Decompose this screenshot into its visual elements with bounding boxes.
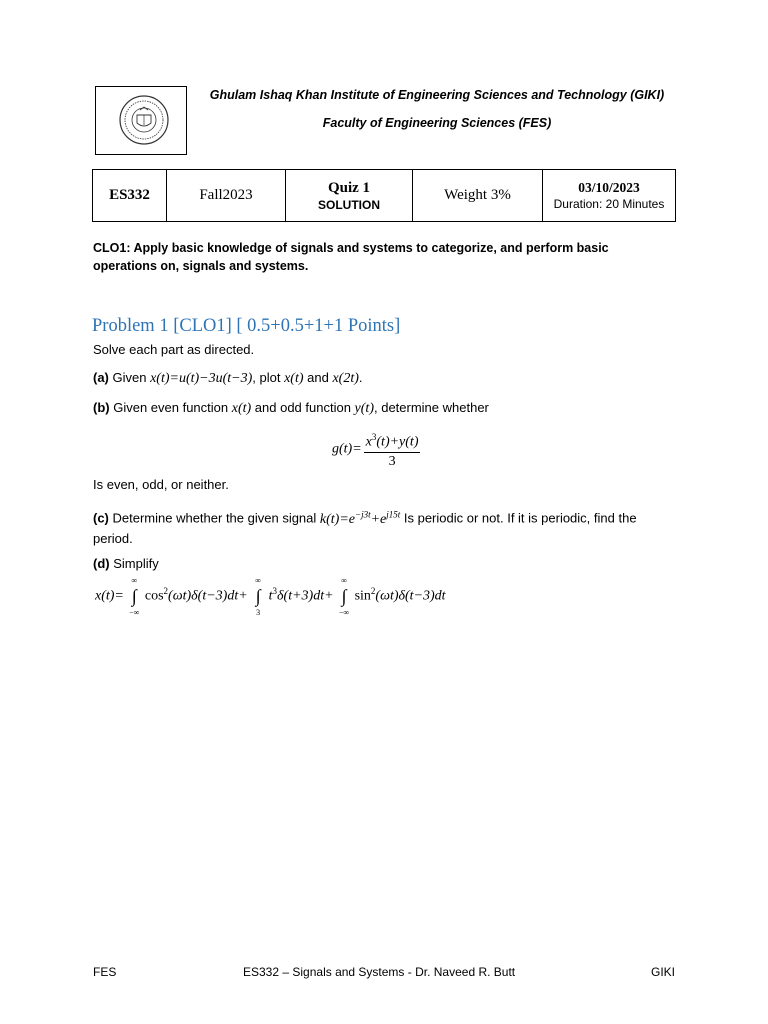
- term-1-exponent: 2: [163, 586, 169, 596]
- course-code: ES332: [109, 187, 150, 203]
- part-a-text: Given: [108, 370, 151, 385]
- integral-2-upper: ∞: [255, 576, 261, 586]
- problem-heading: Problem 1 [CLO1] [ 0.5+0.5+1+1 Points]: [92, 316, 401, 336]
- quiz-title: Quiz 1: [327, 179, 371, 196]
- footer-right: GIKI: [651, 965, 676, 979]
- part-c-text-2: Is periodic or not. If it is periodic, find the period.: [93, 510, 637, 546]
- quiz-info-table: [92, 169, 676, 222]
- k-exponent-2: j15t: [386, 509, 401, 519]
- term-1-func: cos: [141, 588, 164, 604]
- solution-label: SOLUTION: [318, 197, 380, 212]
- clo-statement: [93, 239, 673, 275]
- term-2-rest: δ(t+3)dt+: [277, 588, 334, 604]
- integral-1-lower: −∞: [129, 608, 140, 618]
- g-lhs: g(t)=: [332, 441, 362, 457]
- part-a-text-2: , plot: [252, 370, 285, 385]
- integral-1-upper: ∞: [131, 576, 138, 586]
- numerator-rest: (t)+y(t): [376, 434, 419, 450]
- k-base: k(t)=e: [319, 511, 355, 527]
- part-c-text: Determine whether the given signal: [108, 510, 320, 526]
- integral-1: [127, 576, 141, 618]
- part-a: [93, 368, 673, 388]
- integral-3-upper: ∞: [341, 576, 347, 586]
- part-b-question: Is even, odd, or neither.: [93, 477, 229, 492]
- fraction: [364, 428, 421, 471]
- part-b: [93, 398, 673, 418]
- clo-text: Apply basic knowledge of signals and systems to categorize, and perform basic operations on, signals and systems.: [93, 241, 609, 273]
- part-b-odd-function: y(t): [354, 401, 374, 416]
- institute-logo: [95, 86, 187, 155]
- quiz-date: 03/10/2023: [578, 179, 640, 195]
- part-c-label: (c): [93, 510, 109, 526]
- part-a-equation: x(t)=u(t)−3u(t−3): [150, 371, 253, 386]
- date-cell: [543, 170, 676, 222]
- quiz-cell: [286, 170, 413, 222]
- part-d-label: (d): [93, 556, 110, 571]
- term-3-rest: (ωt)δ(t−3)dt: [375, 588, 446, 604]
- term-2-func: t: [265, 588, 273, 604]
- weight-cell: [413, 170, 543, 222]
- term: Fall2023: [199, 187, 253, 203]
- part-c-signal: [319, 509, 401, 527]
- integral-3-lower: −∞: [338, 608, 350, 618]
- part-d: [93, 554, 673, 573]
- part-b-text: Given even function: [109, 400, 232, 415]
- term-cell: [167, 170, 286, 222]
- weight: Weight 3%: [444, 187, 511, 203]
- k-plus: +e: [370, 511, 387, 527]
- term-3-exponent: 2: [370, 586, 376, 596]
- integral-2-lower: 3: [256, 608, 261, 618]
- duration: Duration: 20 Minutes: [553, 196, 665, 211]
- part-b-even-function: x(t): [231, 401, 252, 416]
- clo-label: CLO1:: [93, 241, 131, 255]
- numerator-x: x: [365, 434, 372, 450]
- part-d-text: Simplify: [109, 556, 159, 571]
- integral-3: [337, 576, 351, 618]
- fraction-denominator: 3: [388, 453, 396, 469]
- footer-center: ES332 – Signals and Systems - Dr. Naveed R. Butt: [243, 965, 516, 979]
- part-d-equation: [95, 576, 446, 618]
- course-code-cell: [93, 170, 167, 222]
- footer-left: FES: [93, 965, 117, 979]
- numerator-exponent: 3: [371, 432, 377, 442]
- fraction-numerator: [364, 428, 421, 453]
- problem-instruction: Solve each part as directed.: [93, 342, 255, 357]
- part-c: [93, 505, 673, 548]
- term-2-exponent: 3: [272, 586, 278, 596]
- integral-1-sign: ∫: [131, 586, 137, 607]
- integral-2: [251, 576, 265, 618]
- part-a-signal-2: x(2t): [332, 371, 359, 386]
- part-b-text-2: and odd function: [251, 400, 355, 415]
- k-exponent-1: −j3t: [355, 509, 371, 519]
- institute-name: Ghulam Ishaq Khan Institute of Engineering Sciences and Technology (GIKI): [209, 88, 665, 102]
- integral-2-sign: ∫: [255, 586, 261, 607]
- part-a-text-3: and: [303, 370, 333, 385]
- part-b-label: (b): [93, 400, 110, 415]
- faculty-name: Faculty of Engineering Sciences (FES): [322, 116, 552, 130]
- integral-3-sign: ∫: [341, 586, 347, 607]
- x-lhs: x(t)=: [95, 588, 124, 604]
- part-a-text-4: .: [358, 370, 363, 385]
- part-a-label: (a): [93, 370, 109, 385]
- part-a-signal-1: x(t): [284, 371, 304, 386]
- term-3-func: sin: [351, 588, 371, 604]
- part-b-equation: [332, 428, 420, 471]
- part-b-text-3: , determine whether: [373, 400, 489, 415]
- giki-seal-icon: [118, 94, 170, 146]
- term-1-rest: (ωt)δ(t−3)dt+: [168, 588, 248, 604]
